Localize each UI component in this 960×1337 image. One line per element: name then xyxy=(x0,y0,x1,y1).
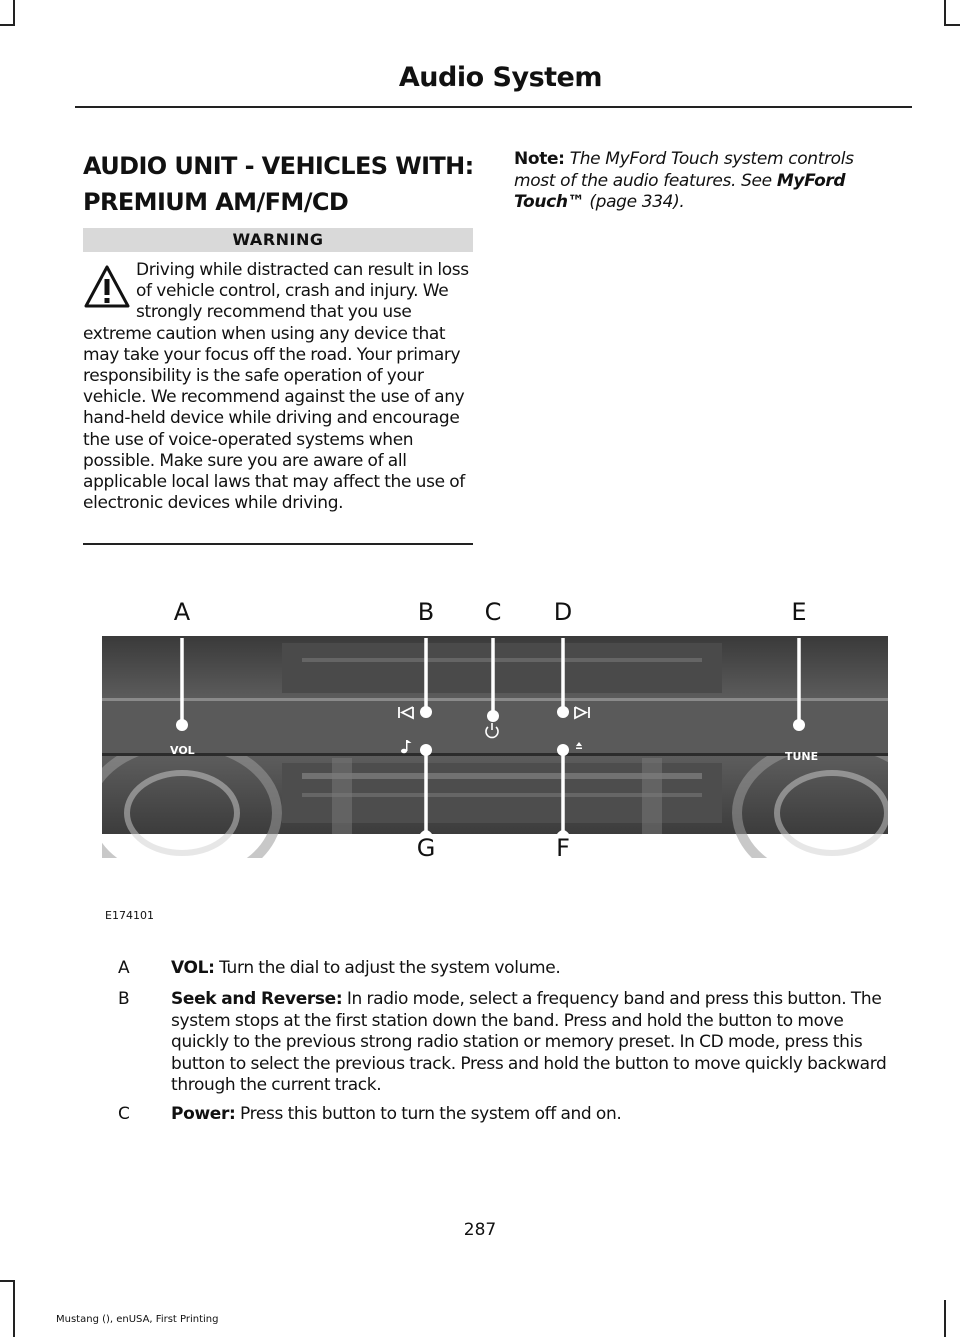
audio-unit-figure xyxy=(102,598,888,858)
callout-a: A xyxy=(173,598,191,626)
warning-text-block xyxy=(83,260,475,514)
callout-e: E xyxy=(791,598,807,626)
item-term: Power: xyxy=(171,1104,236,1124)
figure-id: E174101 xyxy=(105,909,154,922)
item-term: Seek and Reverse: xyxy=(171,989,343,1009)
note-paragraph xyxy=(514,149,899,214)
page-header-title: Audio System xyxy=(398,62,602,93)
callout-f: F xyxy=(556,834,570,858)
crop-mark-bottom-left-h xyxy=(0,1280,15,1282)
item-text: Press this button to turn the system off and on. xyxy=(240,1104,622,1124)
callout-c: C xyxy=(484,598,502,626)
footer-text: Mustang (), enUSA, First Printing xyxy=(56,1314,219,1325)
callout-d: D xyxy=(553,598,573,626)
note-link[interactable]: MyFord Touch™ xyxy=(514,170,846,212)
item-text: Turn the dial to adjust the system volume. xyxy=(219,958,561,978)
note-text: The MyFord Touch system controls most of the audio features. See xyxy=(514,149,854,191)
note-label: Note: xyxy=(514,149,565,169)
item-letter: B xyxy=(118,989,130,1009)
item-term: VOL: xyxy=(171,958,215,978)
tune-label: TUNE xyxy=(785,750,819,763)
vol-label: VOL xyxy=(170,744,195,757)
note-page-ref: (page 334). xyxy=(589,192,685,212)
callout-b: B xyxy=(417,598,435,626)
warning-heading: WARNING xyxy=(83,228,473,252)
section-title-line-2: PREMIUM AM/FM/CD xyxy=(83,188,349,216)
crop-mark-bottom-right-v xyxy=(944,1300,946,1337)
callout-g: G xyxy=(416,834,436,858)
page-number: 287 xyxy=(463,1220,497,1240)
crop-mark-top-right-v xyxy=(944,0,946,26)
crop-mark-top-left-h xyxy=(0,24,15,26)
section-title xyxy=(83,148,483,220)
header-rule xyxy=(75,106,912,108)
warning-text: Driving while distracted can result in loss of vehicle control, crash and injury. We strongly recommend that you use extreme caution when using any device that may take your focus off the road. Your primary responsibility is the safe operation of your vehicle. We recommend against the use of any hand-held device while driving and encourage the use of voice-operated systems when possible. Make sure you are aware of all applicable local laws that may affect the use of electronic devices while driving. xyxy=(83,260,469,514)
crop-mark-bottom-left-v xyxy=(13,1280,15,1337)
crop-mark-top-right-h xyxy=(944,24,960,26)
item-letter: C xyxy=(118,1104,130,1124)
item-letter: A xyxy=(118,958,130,978)
warning-rule xyxy=(83,543,473,545)
section-title-line-1: AUDIO UNIT - VEHICLES WITH: xyxy=(83,152,474,180)
item-text: In radio mode, select a frequency band and press this button. The system stops at the first station down the band. Press and hold the button to move quickly to the previous strong radio station or memory preset. In CD mode, press this button to select the previous track. Press and hold the button to move quickly backward through the current track. xyxy=(171,989,887,1095)
crop-mark-top-left-v xyxy=(13,0,15,26)
